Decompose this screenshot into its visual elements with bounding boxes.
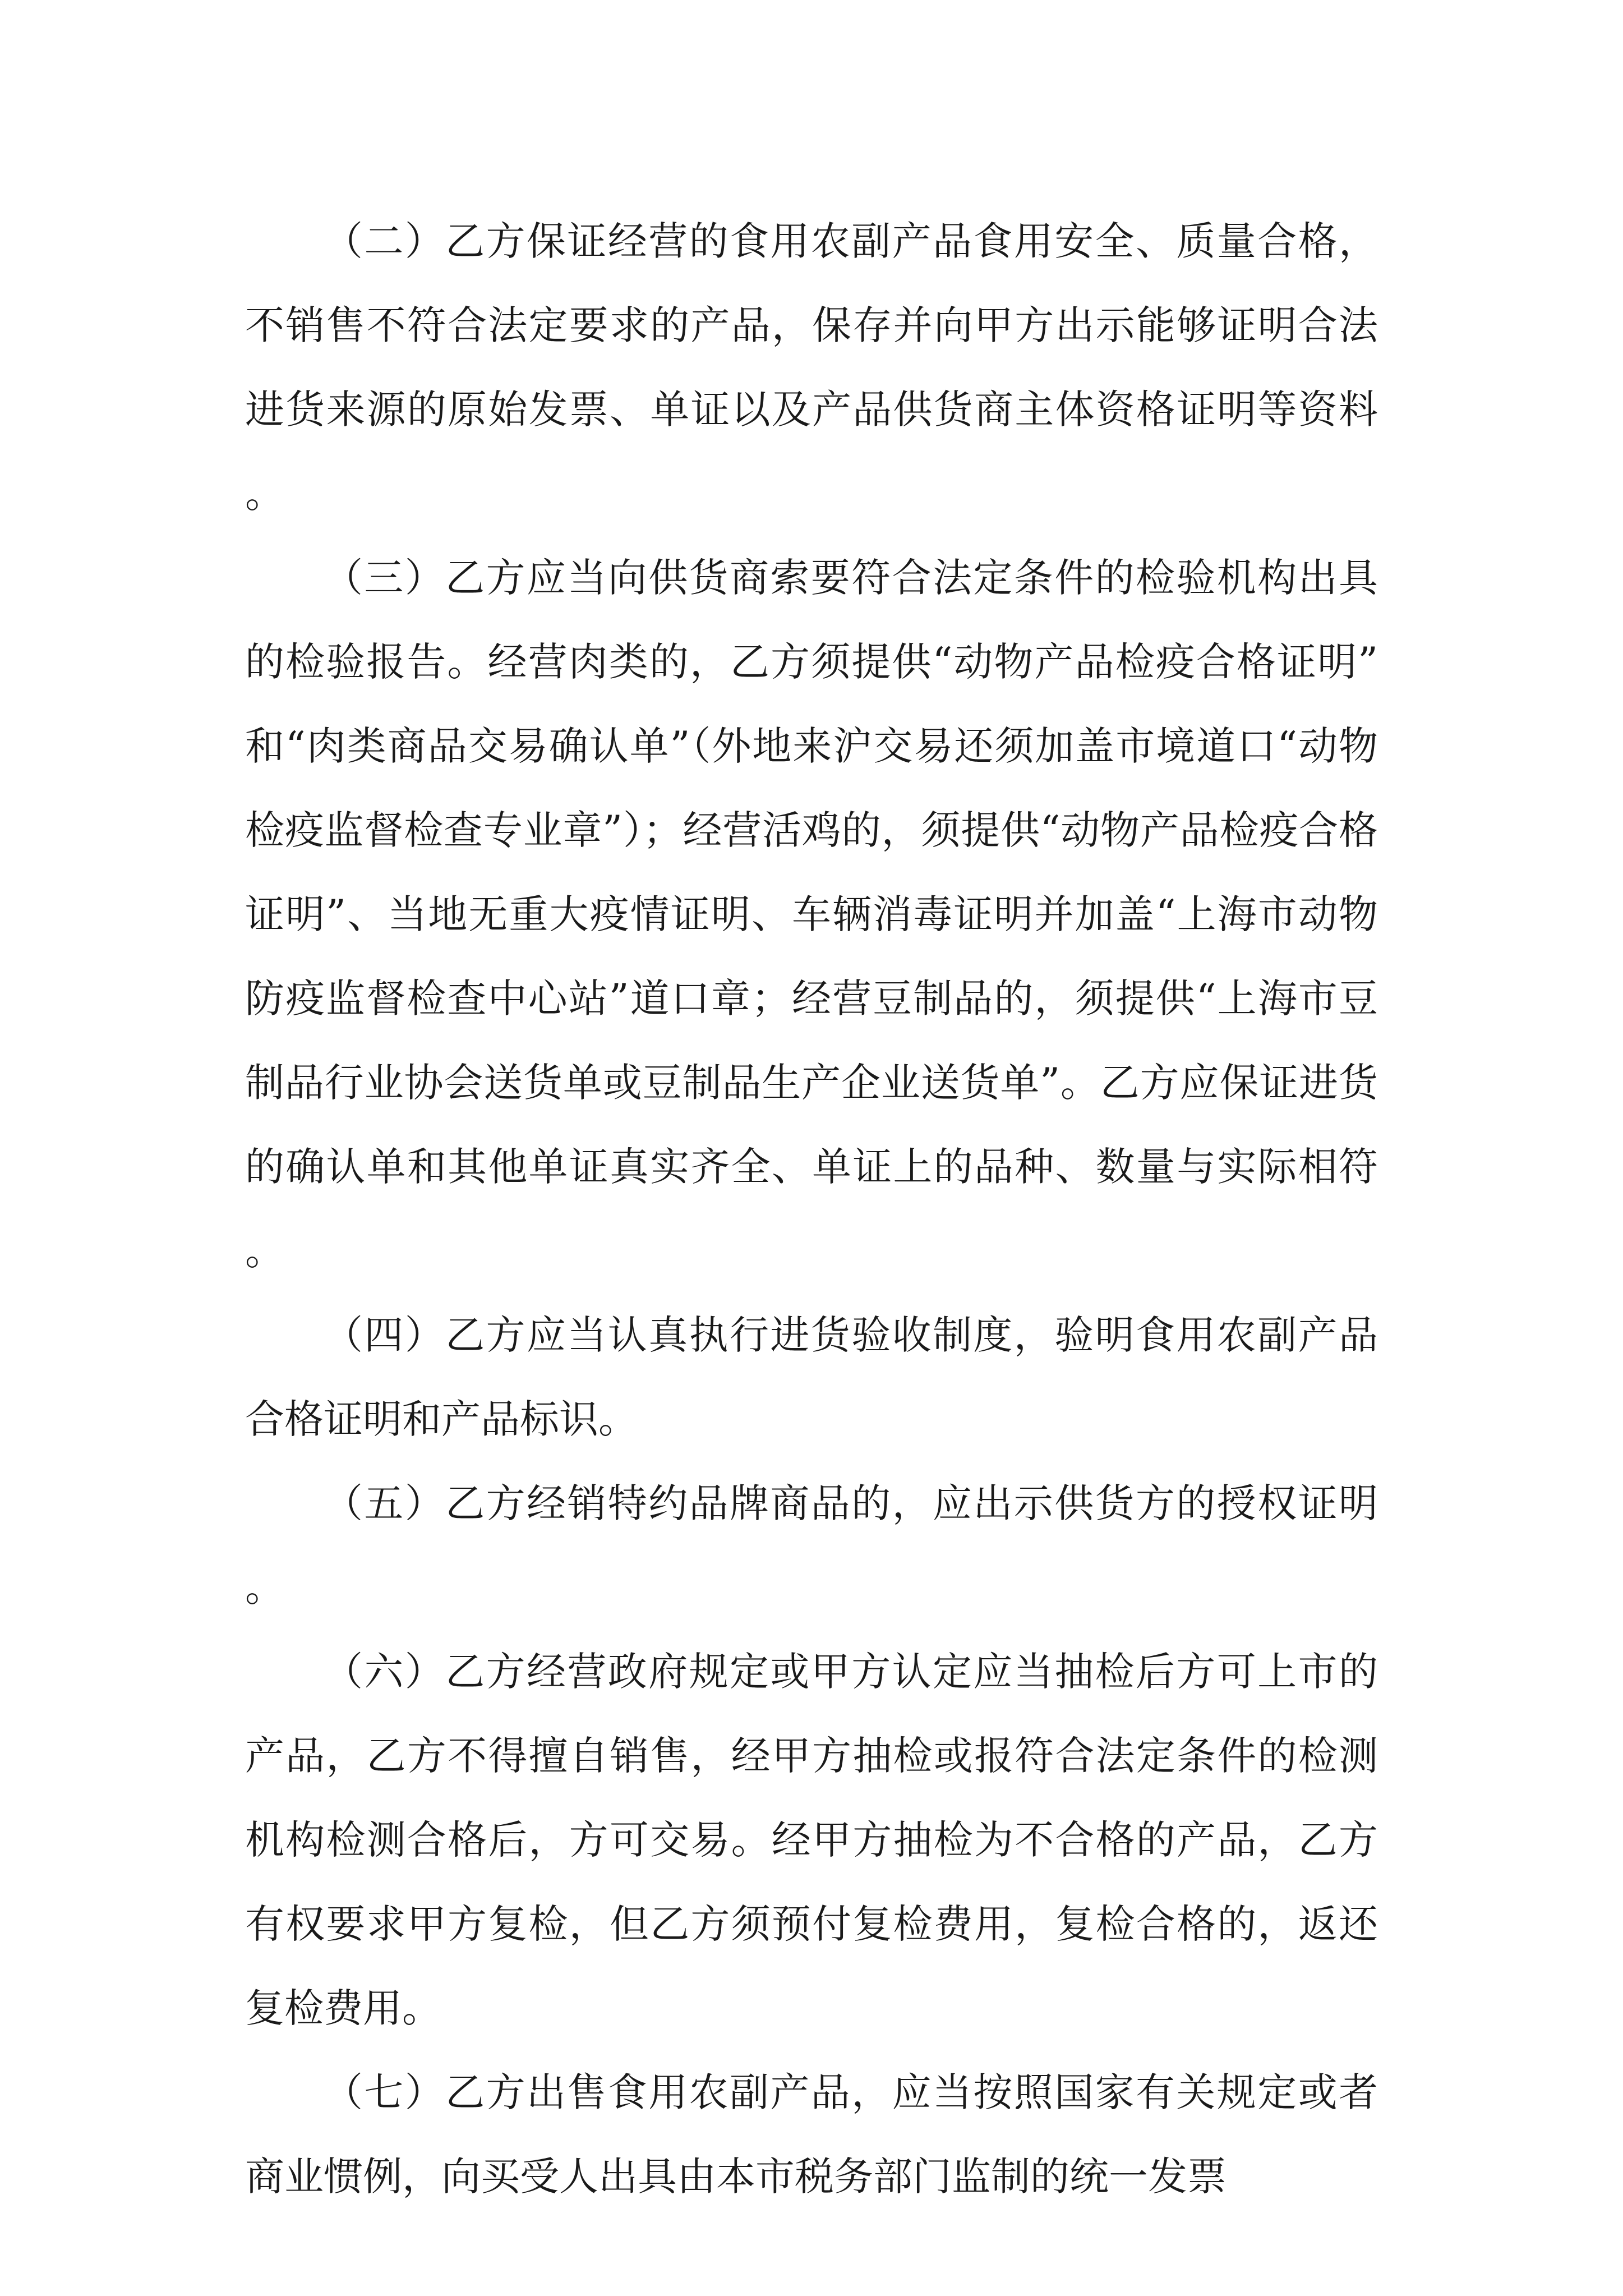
paragraph-7: （七）乙方出售食用农副产品，应当按照国家有关规定或者商业惯例，向买受人出具由本市税务部门监制的统一发票 (245, 2069, 1378, 2200)
paragraph-2: （二）乙方保证经营的食用农副产品食用安全、质量合格，不销售不符合法定要求的产品，保存并向甲方出示能够证明合法进货来源的原始发票、单证以及产品供货商主体资格证明等资料。 (245, 218, 1378, 517)
document-body (245, 199, 1378, 2219)
paragraph-6: （六）乙方经营政府规定或甲方认定应当抽检后方可上市的产品，乙方不得擅自销售，经甲方抽检或报符合法定条件的检测机构检测合格后，方可交易。经甲方抽检为不合格的产品，乙方有权要求甲方复检，但乙方须预付复检费用，复检合格的，返还复检费用。 (245, 1649, 1378, 2031)
paragraph-5: （五）乙方经销特约品牌商品的，应出示供货方的授权证明。 (245, 1480, 1378, 1611)
paragraph-3: （三）乙方应当向供货商索要符合法定条件的检验机构出具的检验报告。经营肉类的，乙方须提供“动物产品检疫合格证明”和“肉类商品交易确认单”（外地来沪交易还须加盖市境道口“动物检疫监督检查专业章”）；经营活鸡的，须提供“动物产品检疫合格证明”、当地无重大疫情证明、车辆消毒证明并加盖“上海市动物防疫监督检查中心站”道口章；经营豆制品的，须提供“上海市豆制品行业协会送货单或豆制品生产企业送货单”。乙方应保证进货的确认单和其他单证真实齐全、单证上的品种、数量与实际相符。 (245, 555, 1378, 1274)
paragraph-4: （四）乙方应当认真执行进货验收制度，验明食用农副产品合格证明和产品标识。 (245, 1312, 1378, 1442)
